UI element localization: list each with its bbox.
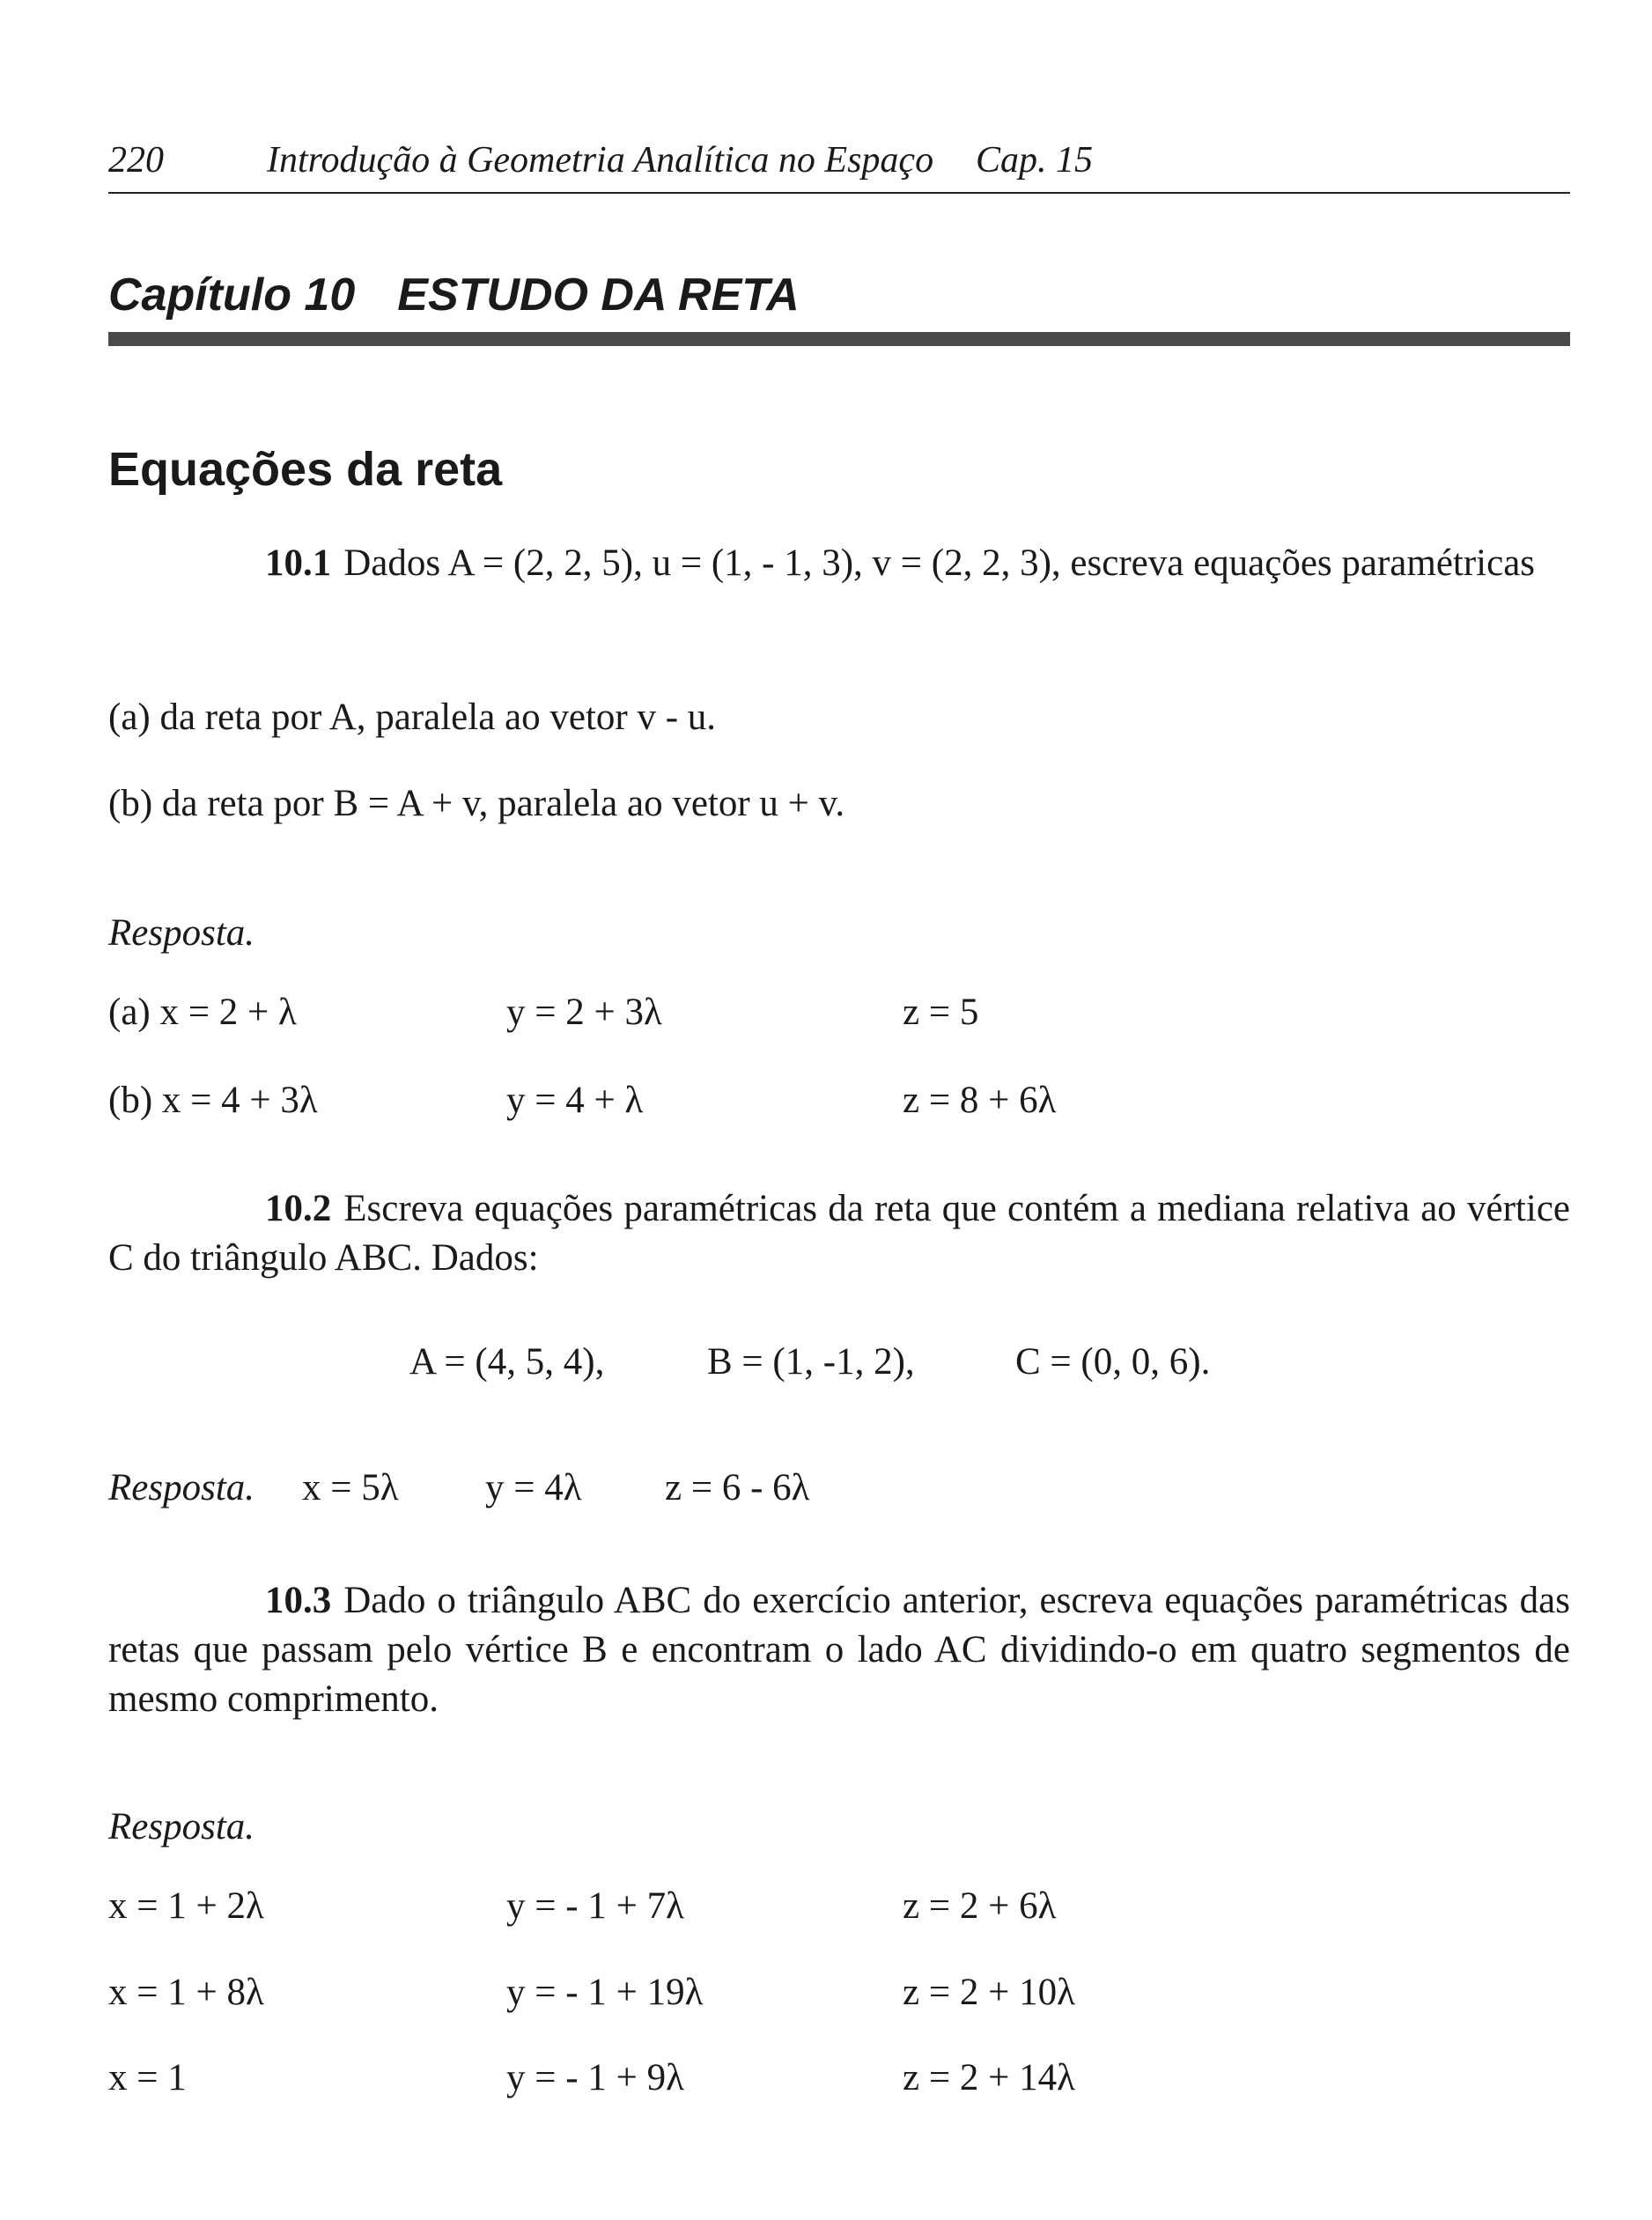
book-title: Introdução à Geometria Analítica no Espaço — [267, 140, 934, 181]
data-c: C = (0, 0, 6). — [1015, 1341, 1211, 1383]
answer-label: Resposta. — [108, 1806, 255, 1848]
exercise-text: Escreva equações paramétricas da reta que contém a mediana relativa ao vértice C do triângulo ABC. Dados: — [108, 1188, 1570, 1279]
answer-b-y: y = 4 + λ — [506, 1080, 644, 1121]
exercise-10-2 — [108, 1184, 1570, 1283]
section-title: Equações da reta — [108, 443, 503, 496]
data-a: A = (4, 5, 4), — [409, 1341, 605, 1383]
chapter-ref: Cap. 15 — [976, 140, 1094, 181]
answer-2-x: x = 1 + 8λ — [108, 1972, 264, 2013]
answer-1-x: x = 1 + 2λ — [108, 1885, 264, 1927]
answer-2-y: y = - 1 + 19λ — [506, 1972, 704, 2013]
answer-x: x = 5λ — [302, 1467, 399, 1508]
header-rule — [108, 192, 1570, 194]
answer-2-z: z = 2 + 10λ — [903, 1972, 1075, 2013]
exercise-number: 10.3 — [265, 1580, 332, 1621]
answer-a-x: (a) x = 2 + λ — [108, 992, 297, 1033]
answer-3-x: x = 1 — [108, 2057, 187, 2098]
chapter-label: Capítulo 10 — [108, 269, 356, 321]
exercise-text: Dados A = (2, 2, 5), u = (1, - 1, 3), v = (2, 2, 3), escreva equações paramétricas — [343, 542, 1536, 584]
answer-1-y: y = - 1 + 7λ — [506, 1885, 684, 1927]
answer-b-x: (b) x = 4 + 3λ — [108, 1080, 318, 1121]
answer-a-y: y = 2 + 3λ — [506, 992, 662, 1033]
part-b: (b) da reta por B = A + v, paralela ao vetor u + v. — [108, 783, 845, 824]
data-b: B = (1, -1, 2), — [707, 1341, 915, 1383]
exercise-10-1 — [108, 539, 1570, 588]
running-head — [108, 132, 1570, 194]
answer-3-y: y = - 1 + 9λ — [506, 2057, 684, 2098]
answer-z: z = 6 - 6λ — [665, 1467, 810, 1508]
page-number: 220 — [108, 140, 164, 181]
book-page — [108, 0, 1570, 2220]
answer-b-z: z = 8 + 6λ — [903, 1080, 1057, 1121]
exercise-text: Dado o triângulo ABC do exercício anterior, escreva equações paramétricas das retas que passam pelo vértice B e encontram o lado AC dividindo-o em quatro segmentos de mesmo comprimento. — [108, 1580, 1570, 1720]
exercise-number: 10.2 — [265, 1188, 332, 1229]
answer-3-z: z = 2 + 14λ — [903, 2057, 1075, 2098]
chapter-bar — [108, 332, 1570, 346]
chapter-title: ESTUDO DA RETA — [397, 269, 800, 321]
answer-y: y = 4λ — [485, 1467, 582, 1508]
part-a: (a) da reta por A, paralela ao vetor v - u. — [108, 697, 717, 738]
chapter-heading — [108, 269, 842, 321]
answer-1-z: z = 2 + 6λ — [903, 1885, 1057, 1927]
exercise-10-3 — [108, 1576, 1570, 1724]
answer-label: Resposta. — [108, 1467, 255, 1508]
answer-label: Resposta. — [108, 912, 255, 954]
answer-a-z: z = 5 — [903, 992, 979, 1033]
exercise-number: 10.1 — [265, 542, 332, 584]
